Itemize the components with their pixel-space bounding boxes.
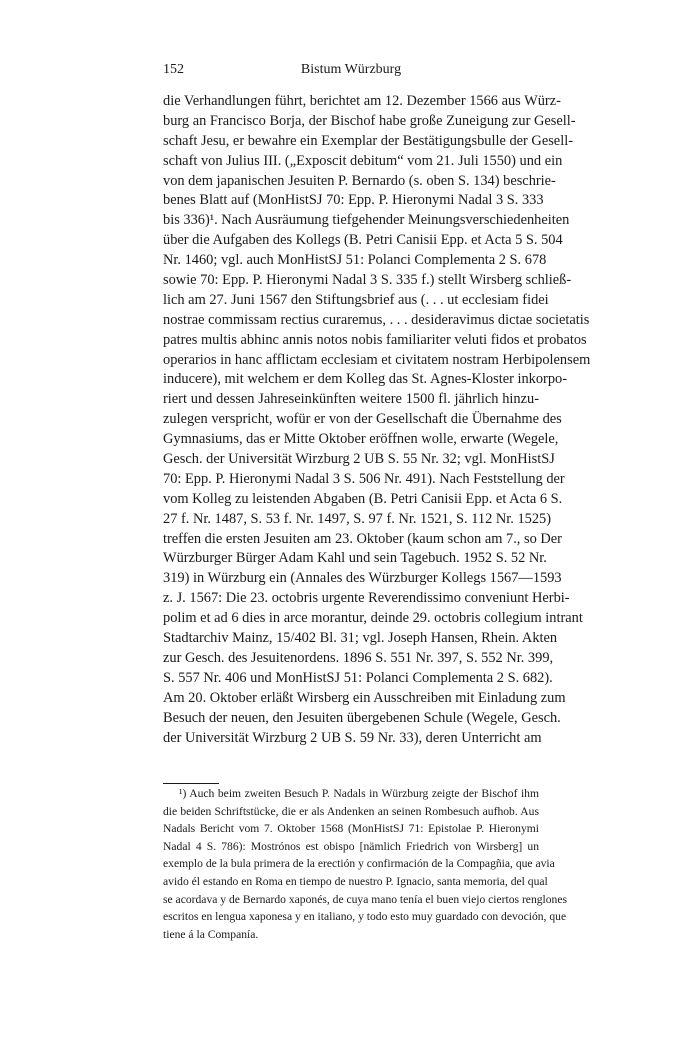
running-head: Bistum Würzburg [300,62,402,77]
footnote-line: Nadal 4 S. 786): Mostrónos est obispo [nämlich Friedrich von Wirsberg] un [163,839,539,853]
body-line: nostrae commissam rectius curaremus, . . . desideravimus dictae societatis [163,311,590,328]
body-line: z. J. 1567: Die 23. octobris urgente Reverendissimo conveniunt Herbi- [163,590,570,607]
footnote-divider [163,783,219,784]
body-line: der Universität Wirzburg 2 UB S. 59 Nr. 33), deren Unterricht am [163,729,542,746]
body-line: Besuch der neuen, den Jesuiten übergebenen Schule (Wegele, Gesch. [163,709,561,726]
body-line: Gesch. der Universität Wirzburg 2 UB S. 55 Nr. 32; vgl. MonHistSJ [163,451,555,468]
body-line: S. 557 Nr. 406 und MonHistSJ 51: Polanci Complementa 2 S. 682). [163,669,553,686]
body-line: benes Blatt auf (MonHistSJ 70: Epp. P. Hieronymi Nadal 3 S. 333 [163,192,544,209]
footnote-line: se acordava y de Bernardo xaponés, de cuya mano tenía el buen viejo ciertos renglones [163,892,568,906]
footnote-line: exemplo de la bula primera de la erectión y confirmación de la Compagñia, que avia [163,857,555,871]
body-line: inducere), mit welchem er dem Kolleg das St. Agnes-Kloster inkorpo- [163,371,568,388]
footnote-line: die beiden Schriftstücke, die er als Andenken an seinen Rombesuch aufhob. Aus [163,804,539,818]
body-line: Stadtarchiv Mainz, 15/402 Bl. 31; vgl. Joseph Hansen, Rhein. Akten [163,630,558,647]
body-line: zulegen verspricht, wofür er von der Gesellschaft die Übernahme des [163,411,562,428]
body-line: lich am 27. Juni 1567 den Stiftungsbrief aus (. . . ut ecclesiam fidei [163,291,549,308]
body-line: Gymnasiums, das er Mitte Oktober eröffnen wolle, erwarte (Wegele, [163,431,559,448]
body-line: treffen die ersten Jesuiten am 23. Oktober (kaum schon am 7., so Der [163,530,562,547]
footnote [163,785,568,943]
footnote-line: avido él estando en Roma en tiempo de nuestro P. Ignacio, santa memoria, del qual [163,874,548,888]
body-line: zur Gesch. des Jesuitenordens. 1896 S. 551 Nr. 397, S. 552 Nr. 399, [163,649,554,666]
page-number: 152 [163,62,184,77]
page-header [163,62,539,82]
body-line: 27 f. Nr. 1487, S. 53 f. Nr. 1497, S. 97 f. Nr. 1521, S. 112 Nr. 1525) [163,510,552,527]
body-line: patres multis abhinc annis notos nobis familiariter veluti fidos et probatos [163,331,587,348]
footnote-line: tiene á la Companía. [163,927,259,941]
body-line: Am 20. Oktober erläßt Wirsberg ein Ausschreiben mit Einladung zum [163,689,566,706]
body-line: schaft Jesu, er bewahre ein Exemplar der Bestätigungsbulle der Gesell- [163,132,573,149]
body-line: sowie 70: Epp. P. Hieronymi Nadal 3 S. 335 f.) stellt Wirsberg schließ- [163,272,572,289]
body-line: bis 336)¹. Nach Ausräumung tiefgehender Meinungsverschiedenheiten [163,212,570,229]
footnote-line: escritos en lengua xaponesa y en italiano, y todo esto muy guardado con devoción, que [163,910,567,924]
body-line: Würzburger Bürger Adam Kahl und sein Tagebuch. 1952 S. 52 Nr. [163,550,547,567]
body-line: 319) in Würzburg ein (Annales des Würzburger Kollegs 1567—1593 [163,570,562,587]
body-line: Nr. 1460; vgl. auch MonHistSJ 51: Polanci Complementa 2 S. 678 [163,252,547,269]
body-line: operarios in hanc afflictam ecclesiam et civitatem nostram Herbipolensem [163,351,591,368]
body-line: riert und dessen Jahreseinkünften weitere 1500 fl. jährlich hinzu- [163,391,539,408]
body-text [163,92,591,748]
body-line: burg an Francisco Borja, der Bischof habe große Zuneigung zur Gesell- [163,112,576,129]
body-line: über die Aufgaben des Kollegs (B. Petri Canisii Epp. et Acta 5 S. 504 [163,232,563,249]
body-line: die Verhandlungen führt, berichtet am 12. Dezember 1566 aus Würz- [163,93,561,109]
footnote-line: ¹) Auch beim zweiten Besuch P. Nadals in Würzburg zeigte der Bischof ihm [179,787,539,800]
body-line: von dem japanischen Jesuiten P. Bernardo (s. oben S. 134) beschrie- [163,172,556,189]
footnote-line: Nadals Bericht vom 7. Oktober 1568 (MonHistSJ 71: Epistolae P. Hieronymi [163,822,539,836]
body-line: 70: Epp. P. Hieronymi Nadal 3 S. 506 Nr. 491). Nach Feststellung der [163,470,565,487]
body-line: polim et ad 6 dies in arce morantur, deinde 29. octobris collegium intrant [163,610,583,627]
body-line: schaft von Julius III. („Exposcit debitum“ vom 21. Juli 1550) und ein [163,152,563,169]
body-line: vom Kolleg zu leistenden Abgaben (B. Petri Canisii Epp. et Acta 6 S. [163,490,563,507]
